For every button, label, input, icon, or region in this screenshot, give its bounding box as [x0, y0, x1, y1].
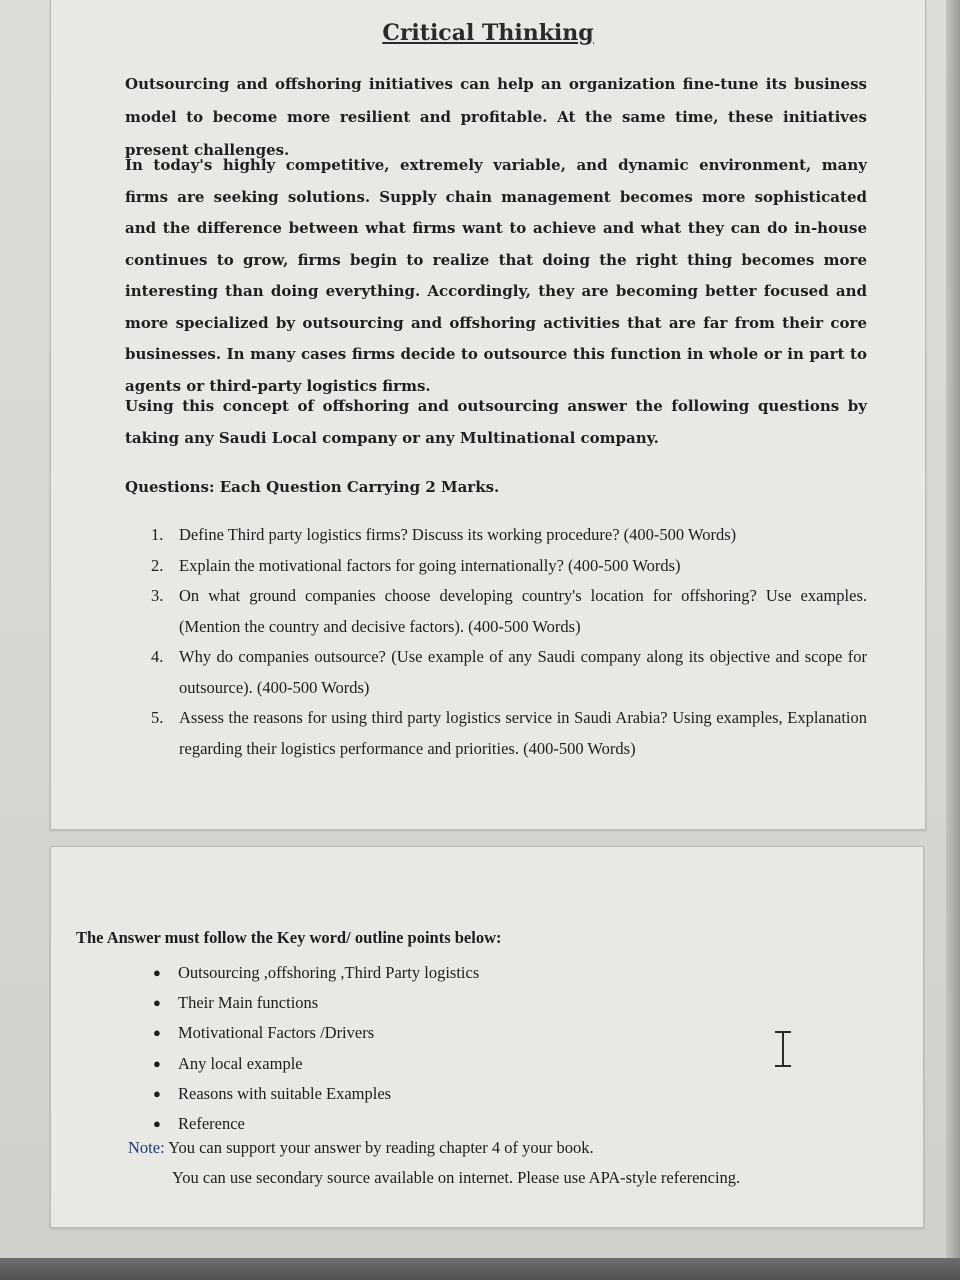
question-item: [151, 642, 867, 703]
context-paragraph: In today's highly competitive, extremely variable, and dynamic environment, many firms are seeking solutions. Supply chain management becomes more sophisticated and the difference between what firms want to achieve and what they can do in-house continues to grow, firms begin to realize that doing the right thing becomes more interesting than doing everything. Accordingly, they are becoming better focused and more specialized by outsourcing and offshoring activities that are far from their core businesses. In many cases firms decide to outsource this function in whole or in part to agents or third-party logistics firms.: [125, 156, 867, 395]
bullet-text: Their Main functions: [178, 993, 319, 1013]
page-title: Critical Thinking: [382, 20, 594, 46]
questions-list: [151, 520, 867, 764]
monitor-bezel: [0, 1258, 960, 1280]
bullet-text: Motivational Factors /Drivers: [178, 1023, 375, 1043]
bullet-text: Reasons with suitable Examples: [178, 1083, 392, 1103]
outline-bullets: [150, 958, 479, 1139]
bullet-text: Reference: [178, 1113, 245, 1133]
bullet-item: [150, 988, 479, 1018]
bullet-icon: ●: [153, 1085, 161, 1101]
note-line: [128, 1138, 594, 1158]
question-number: 1.: [151, 525, 164, 544]
question-number: 4.: [151, 647, 164, 666]
bullet-text: Any local example: [178, 1053, 303, 1073]
instruction-paragraph: Using this concept of offshoring and outsourcing answer the following questions by taking any Saudi Local company or any Multinational company.: [125, 397, 867, 447]
note-label: Note:: [128, 1138, 165, 1157]
question-item: [151, 703, 867, 764]
bullet-icon: ●: [153, 1115, 161, 1131]
question-text: Explain the motivational factors for going internationally? (400-500 Words): [179, 555, 681, 575]
screen-edge: [946, 0, 960, 1280]
question-text: On what ground companies choose developing country's location for offshoring? Use examples. (Mention the country and decisive factors). (400-500 Words): [179, 586, 867, 636]
question-item: [151, 520, 867, 551]
question-item: [151, 551, 867, 582]
bullet-item: [150, 1049, 479, 1079]
answer-guide-heading: The Answer must follow the Key word/ outline points below:: [76, 928, 502, 947]
text-cursor-icon: [772, 1030, 794, 1068]
question-text: Assess the reasons for using third party logistics service in Saudi Arabia? Using examples, Explanation regarding their logistics performance and priorities. (400-500 Words): [179, 708, 867, 758]
bullet-icon: ●: [153, 1055, 161, 1071]
bullet-icon: ●: [153, 995, 161, 1011]
question-number: 5.: [151, 708, 164, 727]
note-line-secondary: You can use secondary source available on internet. Please use APA-style referencing.: [172, 1168, 741, 1187]
question-number: 3.: [151, 586, 164, 605]
question-item: [151, 581, 867, 642]
bullet-icon: ●: [153, 1025, 161, 1041]
questions-heading: Questions: Each Question Carrying 2 Marks.: [125, 478, 500, 496]
bullet-item: [150, 1018, 479, 1048]
bullet-item: [150, 1109, 479, 1139]
bullet-item: [150, 1079, 479, 1109]
question-text: Define Third party logistics firms? Discuss its working procedure? (400-500 Words): [179, 525, 737, 544]
question-panel: [50, 0, 926, 830]
question-text: Why do companies outsource? (Use example of any Saudi company along its objective and scope for outsource). (400-500 Words): [179, 647, 867, 697]
bullet-icon: ●: [153, 965, 161, 980]
intro-paragraph: Outsourcing and offshoring initiatives can help an organization fine-tune its business model to become more resilient and profitable. At the same time, these initiatives present challenges.: [125, 75, 867, 159]
bullet-item: [150, 958, 479, 988]
bullet-text: Outsourcing ,offshoring ,Third Party logistics: [178, 963, 480, 982]
note-text: You can support your answer by reading chapter 4 of your book.: [168, 1138, 594, 1157]
question-number: 2.: [151, 555, 164, 575]
